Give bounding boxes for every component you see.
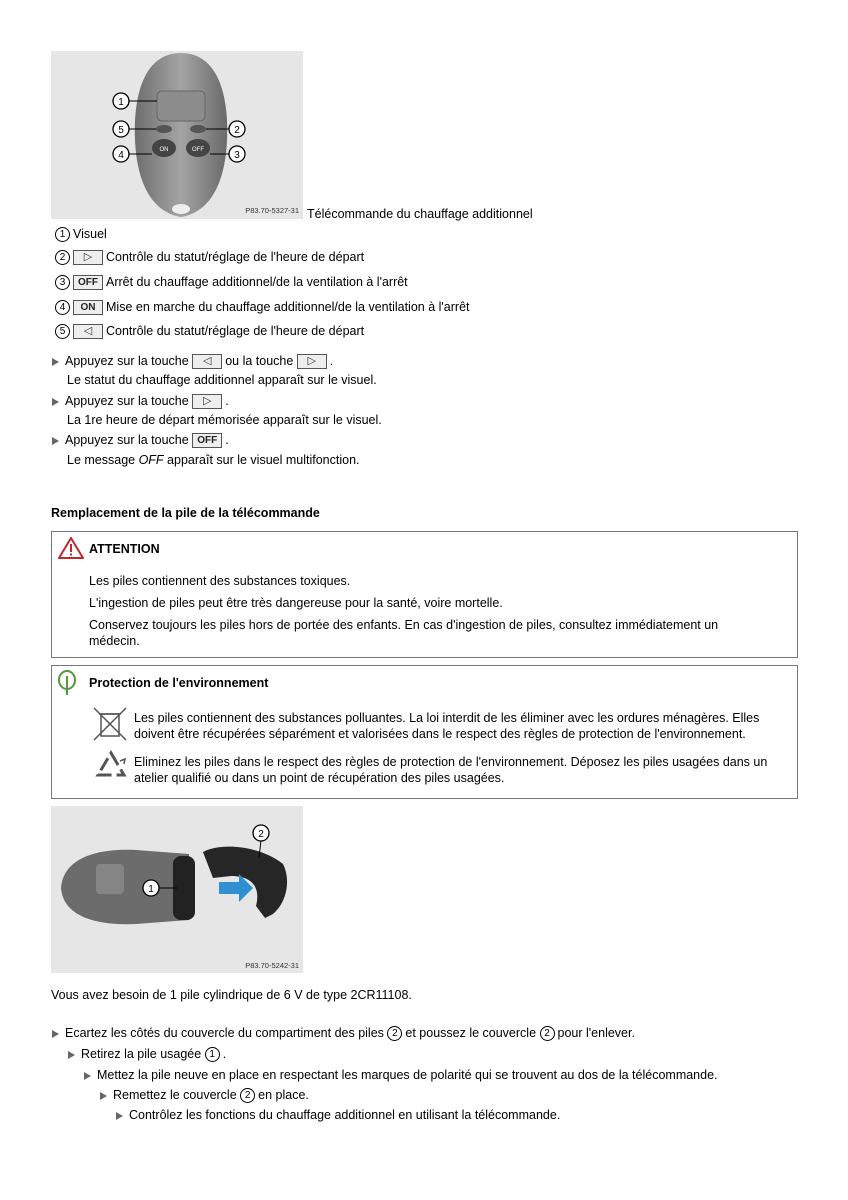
bullet-arrow-icon [116,1112,123,1120]
step-3-result: Le message OFF apparaît sur le visuel multifonction. [67,453,360,467]
left-key-icon: ◁ [73,324,103,339]
bullet-arrow-icon [52,358,59,366]
off-button-label: OFF [192,147,204,153]
bullet-arrow-icon [84,1072,91,1080]
bullet-arrow-icon [52,437,59,445]
environment-text-2b: atelier qualifié ou dans un point de récupération des piles usagées. [134,771,505,785]
on-button-label: ON [159,147,169,153]
bullet-arrow-icon [68,1051,75,1059]
environment-text-1: Les piles contiennent des substances polluantes. La loi interdit de les éliminer avec les ordures ménagères. Elles [134,711,760,725]
callout-1: 1 [118,97,124,108]
section-title: Remplacement de la pile de la télécommande [51,506,320,520]
callout-4: 4 [118,150,124,161]
environment-text-2: Eliminez les piles dans le respect des règles de protection de l'environnement. Déposez les piles usagées dans un [134,755,768,769]
environment-title: Protection de l'environnement [89,676,269,690]
left-key-icon: ◁ [192,354,222,369]
legend-item-3: 3 OFF Arrêt du chauffage additionnel/de la ventilation à l'arrêt [55,275,408,290]
callout-5: 5 [118,125,124,136]
callout-1: 1 [148,884,154,895]
battery-step-3: Mettez la pile neuve en place en respectant les marques de polarité qui se trouvent au dos de la télécommande. [84,1068,718,1082]
off-key-icon: OFF [73,275,103,290]
legend-item-4: 4 ON Mise en marche du chauffage additionnel/de la ventilation à l'arrêt [55,300,470,315]
battery-step-2: Retirez la pile usagée 1 . [68,1047,226,1062]
environment-box [51,665,798,799]
off-key-icon: OFF [192,433,222,448]
step-2-result: La 1re heure de départ mémorisée apparaît sur le visuel. [67,413,382,427]
environment-text-1b: doivent être récupérées séparément et valorisées dans le respect des règles de protection de l'environnement. [134,727,746,741]
step-1: Appuyez sur la touche ◁ ou la touche ▷ . [52,354,333,369]
bullet-arrow-icon [100,1092,107,1100]
figure-caption: Télécommande du chauffage additionnel [307,207,533,221]
attention-text-1: Les piles contiennent des substances toxiques. [89,574,351,588]
callout-2: 2 [234,125,240,136]
right-key-icon: ▷ [192,394,222,409]
attention-text-3: Conservez toujours les piles hors de portée des enfants. En cas d'ingestion de piles, consultez immédiatement un [89,618,719,632]
step-2: Appuyez sur la touche ▷ . [52,394,229,409]
right-key-icon: ▷ [73,250,103,265]
step-3: Appuyez sur la touche OFF . [52,433,229,448]
battery-step-5: Contrôlez les fonctions du chauffage additionnel en utilisant la télécommande. [116,1108,560,1122]
bullet-arrow-icon [52,398,59,406]
callout-2: 2 [258,829,264,840]
figure-code: P83.70-5242-31 [245,961,299,970]
figure-code: P83.70-5327-31 [245,206,299,215]
battery-step-1: Ecartez les côtés du couvercle du compartiment des piles 2 et poussez le couvercle 2 pour l'enlever. [52,1026,635,1041]
bullet-arrow-icon [52,1030,59,1038]
legend-item-2: 2 ▷ Contrôle du statut/réglage de l'heure de départ [55,250,364,265]
battery-replacement-image [51,806,303,973]
callout-3: 3 [234,150,240,161]
step-1-result: Le statut du chauffage additionnel apparaît sur le visuel. [67,373,377,387]
on-key-icon: ON [73,300,103,315]
environment-leaf-icon [56,670,78,696]
warning-icon [58,537,84,559]
battery-step-4: Remettez le couvercle 2 en place. [100,1088,309,1103]
attention-text-3b: médecin. [89,634,140,648]
right-key-icon: ▷ [297,354,327,369]
legend-item-5: 5 ◁ Contrôle du statut/réglage de l'heure de départ [55,324,364,339]
recycle-icon [90,748,132,790]
attention-box [51,531,798,658]
attention-title: ATTENTION [89,542,160,556]
remote-control-image [51,51,303,219]
battery-note: Vous avez besoin de 1 pile cylindrique de 6 V de type 2CR11108. [51,988,412,1002]
crossed-bin-icon [90,704,130,744]
attention-text-2: L'ingestion de piles peut être très dangereuse pour la santé, voire mortelle. [89,596,503,610]
legend-item-1: 1 Visuel [55,227,107,242]
